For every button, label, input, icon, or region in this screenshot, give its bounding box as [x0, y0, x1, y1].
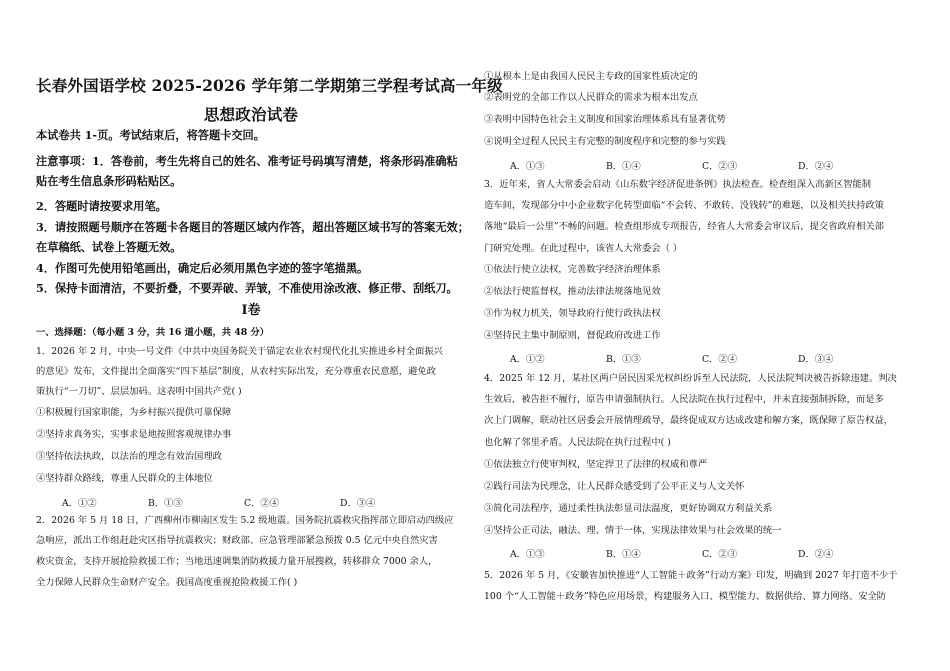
question-option-item: ③作为权力机关，领导政府行使行政执法权	[484, 308, 661, 319]
answer-choice: C．②③	[702, 161, 738, 172]
question-line: 生效后，被告拒不履行，原告申请强制执行。人民法院在执行过程中，并未直接强制拆除，而是多	[484, 394, 884, 405]
question-option-item: ②表明党的全部工作以人民群众的需求为根本出发点	[484, 92, 698, 103]
answer-choices	[510, 546, 833, 560]
question-option-item: ③表明中国特色社会主义制度和国家治理体系具有显著优势	[484, 114, 726, 125]
question-line: 全力保障人民群众生命财产安全。我国高度重视抢险救援工作( )	[36, 577, 298, 588]
answer-choices	[62, 495, 375, 509]
answer-choice: B．①③	[606, 354, 641, 365]
section-heading: 一、选择题：（每小题 3 分，共 16 道小题，共 48 分）	[36, 327, 270, 338]
question-line: 门研究处理。在此过程中，该省人大常委会（ ）	[484, 243, 683, 254]
answer-choice: D．②④	[798, 161, 834, 172]
answer-choice: B．①④	[606, 549, 641, 560]
question-option-item: ①积极履行国家职能，为乡村振兴提供可靠保障	[36, 407, 232, 418]
instruction-line: 2．答题时请按要求用笔。	[36, 199, 167, 213]
answer-choice: A．①③	[510, 161, 545, 172]
question-option-item: ②践行司法为民理念，让人民群众感受到了公平正义与人文关怀	[484, 481, 745, 492]
instruction-line: 4．作图可先使用铅笔画出，确定后必须用黑色字迹的签字笔描黑。	[36, 261, 369, 275]
answer-choice: A．①②	[510, 354, 545, 365]
question-line: 救灾资金，支持开展抢险救援工作；当地迅速调集消防救援力量开展搜救，转移群众 7000 余人，	[36, 556, 438, 567]
question-option-item: ④坚持公正司法，融法、理、情于一体，实现法律效果与社会效果的统一	[484, 525, 782, 536]
instruction-line: 贴在考生信息条形码粘贴区。	[36, 174, 182, 188]
answer-choices	[510, 158, 833, 172]
answer-choice: D．③④	[798, 354, 834, 365]
answer-choice: C．②③	[702, 549, 738, 560]
question-line: 2．2026 年 5 月 18 日，广西柳州市柳南区发生 5.2 级地震。国务院抗震救灾指挥部立即启动四级应	[36, 515, 454, 526]
instruction-line: 注意事项：1．答卷前，考生先将自己的姓名、准考证号码填写清楚，将条形码准确粘	[36, 154, 458, 168]
question-line: 3．近年来，省人大常委会启动《山东数字经济促进条例》执法检查。检查组深入高新区智能制	[484, 179, 872, 190]
question-option-item: ④坚持群众路线，尊重人民群众的主体地位	[36, 473, 213, 484]
answer-choice: D．③④	[340, 498, 376, 509]
answer-choice: C．②④	[244, 498, 280, 509]
question-option-item: ④坚持民主集中制原则，督促政府改进工作	[484, 330, 661, 341]
answer-choice: A．①②	[62, 498, 97, 509]
question-line: 急响应，派出工作组赶赴灾区指导抗震救灾；财政部、应急管理部紧急预拨 0.5 亿元中央自然灾害	[36, 535, 438, 546]
question-option-item: ③简化司法程序，通过柔性执法彰显司法温度，更好协调双方利益关系	[484, 503, 773, 514]
question-line: 也化解了邻里矛盾。人民法院在执行过程中( )	[484, 437, 671, 448]
instruction-line: 本试卷共 1-页。考试结束后，将答题卡交回。	[36, 128, 265, 142]
answer-choice: B．①④	[606, 161, 641, 172]
question-line: 1．2026 年 2 月，中央一号文件《中共中央国务院关于锚定农业农村现代化扎实推进乡村全面振兴	[36, 346, 443, 357]
answer-choice: B．①③	[148, 498, 183, 509]
answer-choices	[510, 351, 833, 365]
question-option-item: ②依法行使监督权，推动法律法规落地见效	[484, 286, 661, 297]
question-option-item: ④说明全过程人民民主有完整的制度程序和完整的参与实践	[484, 136, 726, 147]
question-line: 策执行“一刀切”、层层加码。这表明中国共产党( )	[36, 386, 242, 397]
question-line: 100 个“人工智能＋政务”特色应用场景，构建服务入口、模型能力、数据供给、算力网络、安全防	[484, 591, 887, 602]
question-option-item: ③坚持依法执政，以法治的理念有效治国理政	[36, 451, 222, 462]
instruction-line: 在草稿纸、试卷上答题无效。	[36, 240, 182, 254]
exam-title: 长春外国语学校 2025-2026 学年第二学期第三学程考试高一年级	[36, 76, 503, 95]
question-line: 5．2026 年 5 月，《安徽省加快推进“人工智能＋政务”行动方案》印发，明确到 2027 年打造不少于	[484, 570, 898, 581]
question-line: 的意见》发布，文件提出全面落实“四下基层”制度，从农村实际出发，充分尊重农民意愿，避免政	[36, 366, 436, 377]
question-option-item: ②坚持求真务实，实事求是地按照客观规律办事	[36, 429, 232, 440]
question-option-item: ①从根本上是由我国人民民主专政的国家性质决定的	[484, 71, 698, 82]
instruction-line: 3．请按照题号顺序在答题卡各题目的答题区域内作答，超出答题区域书写的答案无效；	[36, 220, 469, 234]
exam-subtitle: 思想政治试卷	[203, 105, 299, 124]
question-line: 造车间，发现部分中小企业数字化转型面临“不会转、不敢转、没钱转”的难题，以及相关扶持政策	[484, 200, 884, 211]
answer-choice: A．①③	[510, 549, 545, 560]
answer-choice: D．②④	[798, 549, 834, 560]
volume-heading: Ⅰ卷	[241, 303, 261, 318]
instruction-line: 5．保持卡面清洁，不要折叠，不要弄破、弄皱，不准使用涂改液、修正带、刮纸刀。	[36, 281, 458, 295]
answer-choice: C．②④	[702, 354, 738, 365]
question-line: 次上门调解，联动社区居委会开展情理疏导，最终促成双方达成改建和解方案，既保障了原告权益，	[484, 415, 894, 426]
question-option-item: ①依法独立行使审判权，坚定捍卫了法律的权威和尊严	[484, 459, 708, 470]
question-line: 4．2025 年 12 月，某社区两户居民因采光权纠纷诉至人民法院，人民法院判决被告拆除违建。判决	[484, 373, 897, 384]
question-option-item: ①依法行使立法权，完善数字经济治理体系	[484, 264, 661, 275]
question-line: 落地“最后一公里”不畅的问题。检查组形成专项报告，经省人大常委会审议后，提交省政府相关部	[484, 221, 884, 232]
